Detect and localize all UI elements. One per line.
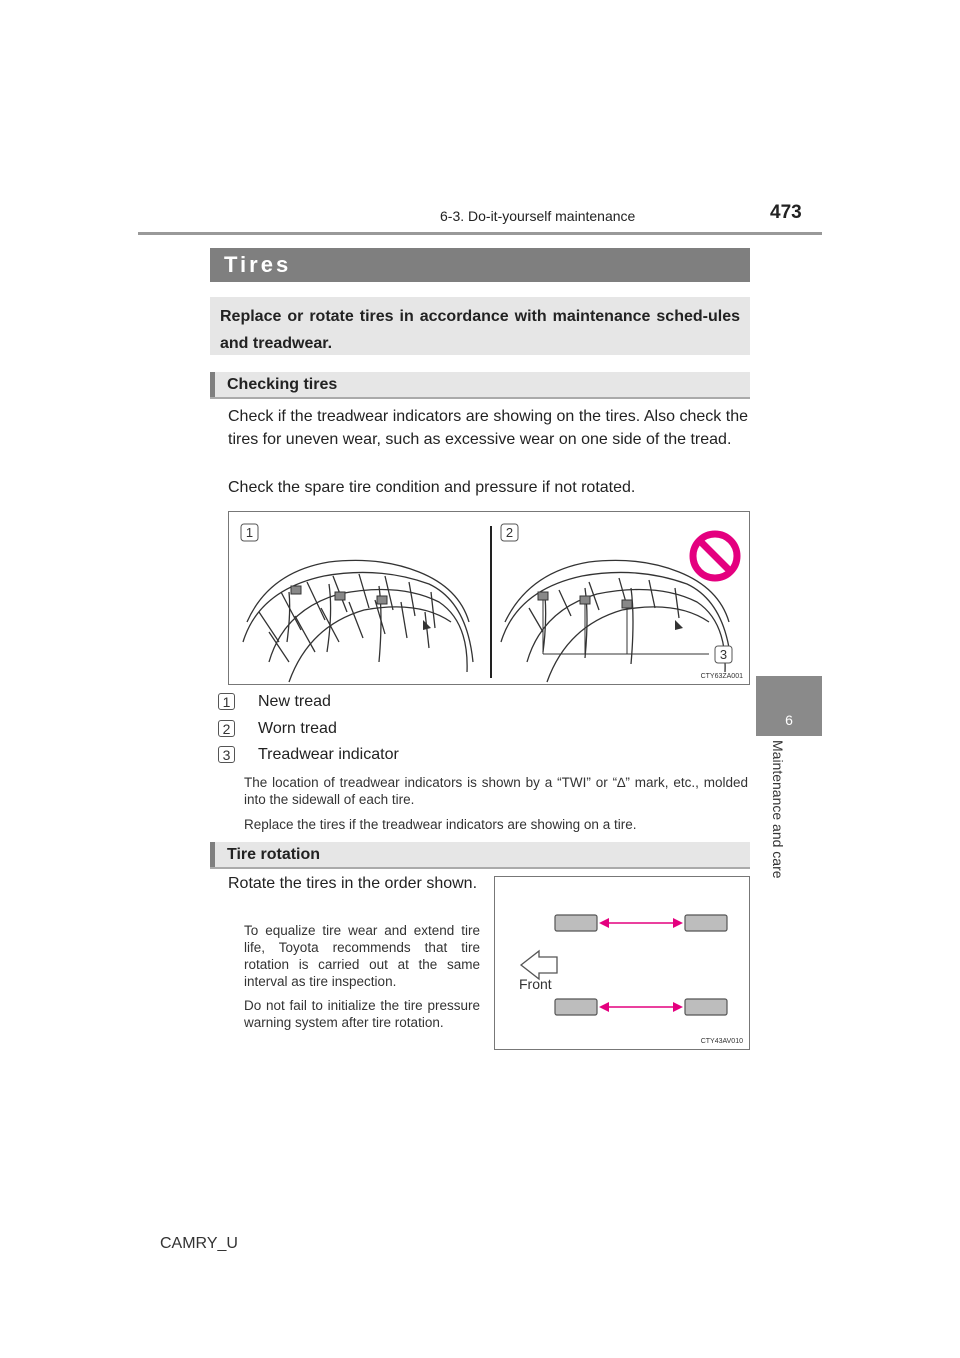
header-rule <box>138 232 822 235</box>
section-title: 6-3. Do-it-yourself maintenance <box>440 208 636 224</box>
tire-rear-right <box>685 999 727 1015</box>
prohibit-icon <box>693 534 737 578</box>
callout-2: 2 <box>505 525 514 540</box>
rotation-figure <box>494 876 750 1050</box>
subhead-checking-tires <box>210 372 750 399</box>
page-number: 473 <box>770 202 802 223</box>
page-title-bar <box>210 248 750 282</box>
tread-figure <box>228 511 750 685</box>
rotation-note-2: Do not fail to initialize the tire pressure warning system after tire rotation. <box>244 998 480 1030</box>
rotation-paragraph: Rotate the tires in the order shown. <box>228 875 478 892</box>
legend-worn-tread: Worn tread <box>258 720 337 737</box>
spare-paragraph: Check the spare tire condition and pressure if not rotated. <box>228 479 636 496</box>
tire-front-left <box>555 915 597 931</box>
rotation-note-1: To equalize tire wear and extend tire life, Toyota recommends that tire rotation is carried out at the same interval as tire inspection. <box>244 923 480 989</box>
subhead-tire-rotation <box>210 842 750 869</box>
twi-note: The location of treadwear indicators is shown by a “TWI” or “∆” mark, etc., molded into the sidewall of each tire. <box>244 775 748 807</box>
checking-paragraph: Check if the treadwear indicators are showing on the tires. Also check the tires for uneven wear, such as excessive wear on one side of the tread. <box>228 408 748 448</box>
subhead-checking-label: Checking tires <box>227 376 338 393</box>
legend-badge-3: 3 <box>218 746 235 763</box>
legend-treadwear-indicator: Treadwear indicator <box>258 746 399 763</box>
legend-badge-1: 1 <box>218 693 235 710</box>
subhead-rotation-label: Tire rotation <box>227 846 321 863</box>
replace-note: Replace the tires if the treadwear indicators are showing on a tire. <box>244 817 637 832</box>
callout-1: 1 <box>245 525 254 540</box>
front-arrow-icon <box>521 951 557 979</box>
tread-illustration <box>229 512 749 684</box>
legend-badge-2: 2 <box>218 720 235 737</box>
tire-rear-left <box>555 999 597 1015</box>
legend-new-tread: New tread <box>258 693 331 710</box>
chapter-title <box>770 740 790 900</box>
callout-3: 3 <box>719 647 728 662</box>
figure-code-1: CTY63ZA001 <box>700 673 743 680</box>
chapter-tab[interactable]: 6 <box>756 676 822 736</box>
footer-model: CAMRY_U <box>160 1235 238 1252</box>
tire-front-right <box>685 915 727 931</box>
chapter-title-text: Maintenance and care <box>770 740 786 879</box>
page-title: Tires <box>224 252 292 277</box>
figure-code-2: CTY43AV010 <box>700 1038 743 1045</box>
intro-box: Replace or rotate tires in accordance with maintenance sched-ules and treadwear. <box>210 297 750 355</box>
front-label: Front <box>519 976 552 992</box>
rotation-diagram <box>495 877 749 1049</box>
